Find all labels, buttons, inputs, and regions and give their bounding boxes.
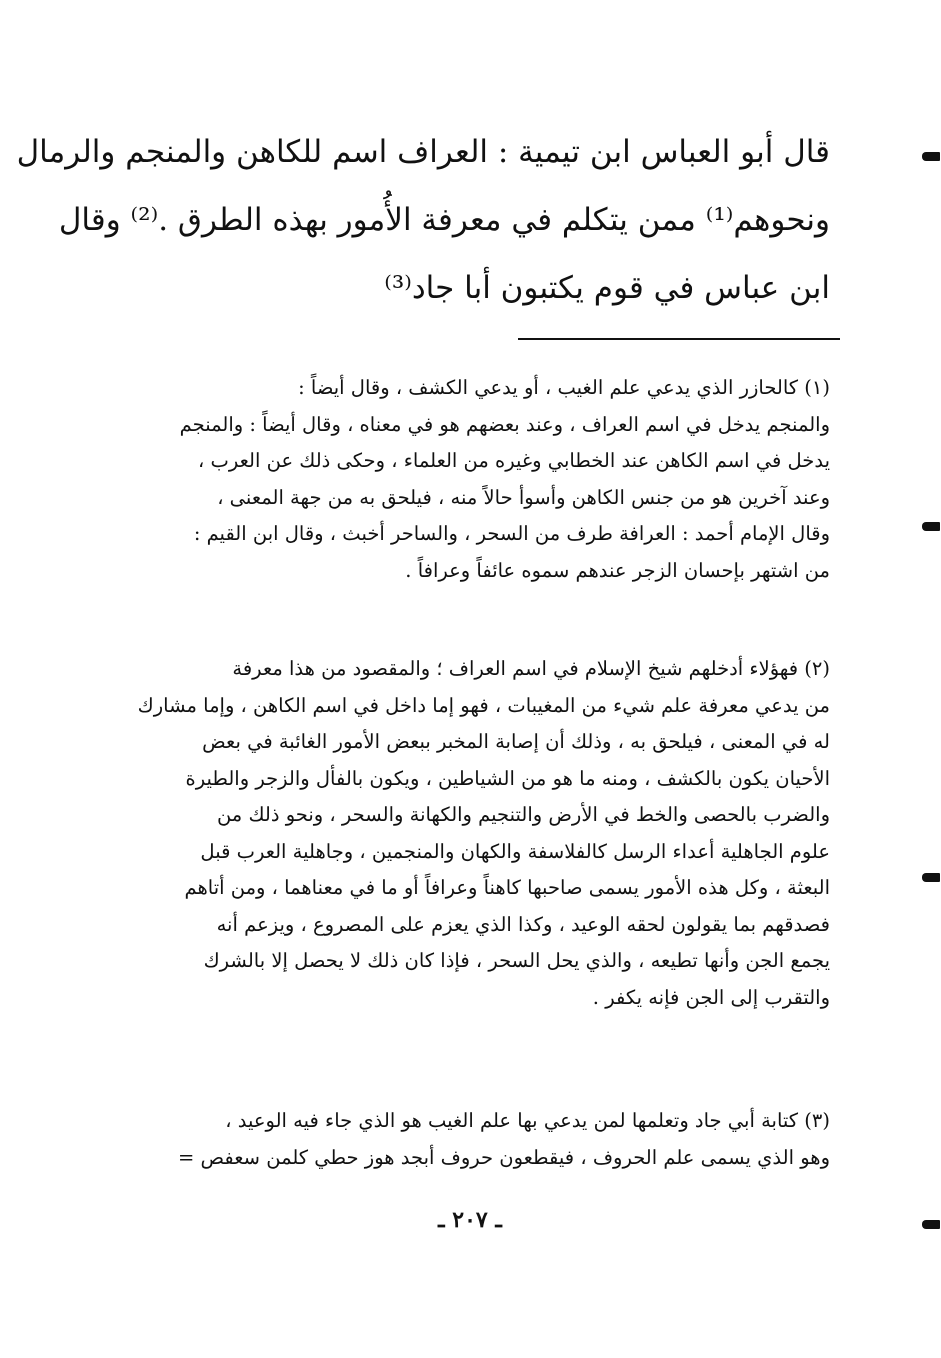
- main-text-line: ونحوهم⁽¹⁾ ممن يتكلم في معرفة الأُمور بهذه الطرق .⁽²⁾ وقال: [58, 202, 830, 238]
- footnote-line: (١) كالحازر الذي يدعي علم الغيب ، أو يدعي الكشف ، وقال أيضاً :: [298, 376, 830, 399]
- margin-mark: [922, 1220, 940, 1229]
- margin-mark: [922, 873, 940, 882]
- main-text-line: ابن عباس في قوم يكتبون أبا جاد⁽³⁾: [384, 270, 830, 306]
- footnote-line: (٣) كتابة أبي جاد وتعلمها لمن يدعي بها علم الغيب هو الذي جاء فيه الوعيد ،: [225, 1109, 830, 1132]
- main-paragraph: [16, 118, 830, 322]
- footnote-separator: [518, 338, 840, 340]
- main-text-line: قال أبو العباس ابن تيمية : العراف اسم للكاهن والمنجم والرمال: [16, 134, 830, 170]
- margin-mark: [922, 152, 940, 161]
- footnote-line: وقال الإمام أحمد : العرافة طرف من السحر ، والساحر أخبث ، وقال ابن القيم :: [193, 522, 830, 545]
- footnote-line: والمنجم يدخل في اسم العراف ، وعند بعضهم هو في معناه ، وقال أيضاً : والمنجم: [179, 412, 830, 436]
- footnote-line: وعند آخرين هو من جنس الكاهن وأسوأ حالاً منه ، فيلحق به من جهة المعنى ،: [217, 485, 830, 509]
- footnote-3: [100, 1103, 830, 1176]
- footnote-2: [100, 651, 830, 1016]
- footnote-line: يجمع الجن وأنها تطيعه ، والذي يحل السحر ، فإذا كان ذلك لا يحصل إلا بالشرك: [203, 949, 830, 972]
- footnote-line: يدخل في اسم الكاهن عند الخطابي وغيره من العلماء ، وحكى ذلك عن العرب ،: [198, 449, 830, 472]
- margin-mark: [922, 522, 940, 531]
- footnote-line: الأحيان يكون بالكشف ، ومنه ما هو من الشياطين ، ويكون بالفأل والزجر والطيرة: [185, 766, 830, 790]
- footnote-line: له في المعنى ، فيلحق به ، وذلك أن إصابة المخبر ببعض الأمور الغائبة في بعض: [202, 730, 830, 753]
- footnote-1: [100, 370, 830, 589]
- page-number: ـ ٢٠٧ ـ: [438, 1207, 502, 1233]
- footnote-line: علوم الجاهلية أعداء الرسل كالفلاسفة والكهان والمنجمين ، وجاهلية العرب قبل: [200, 839, 830, 863]
- footnote-line: فصدقهم بما يقولون لحقه الوعيد ، وكذا الذي يعزم على المصروع ، ويزعم أنه: [216, 912, 830, 936]
- footnote-line: من اشتهر بإحسان الزجر عندهم سموه عائفاً وعرافاً .: [405, 558, 830, 582]
- footnote-line: البعثة ، وكل هذه الأمور يسمى صاحبها كاهناً وعرافاً أو ما في معناهما ، ومن أتاهم: [184, 876, 830, 899]
- footnote-line: (٢) فهؤلاء أدخلهم شيخ الإسلام في اسم العراف ؛ والمقصود من هذا معرفة: [232, 657, 830, 680]
- footnote-line: وهو الذي يسمى علم الحروف ، فيقطعون حروف أبجد هوز حطي كلمن سعفص =: [177, 1145, 830, 1169]
- footnote-line: والتقرب إلى الجن فإنه يكفر .: [592, 985, 830, 1009]
- footnote-line: والضرب بالحصى والخط في الأرض والتنجيم والكهانة والسحر ، ونحو ذلك من: [216, 803, 830, 826]
- footnote-line: من يدعي معرفة علم شيء من المغيبات ، فهو إما داخل في اسم الكاهن ، وإما مشارك: [137, 693, 830, 717]
